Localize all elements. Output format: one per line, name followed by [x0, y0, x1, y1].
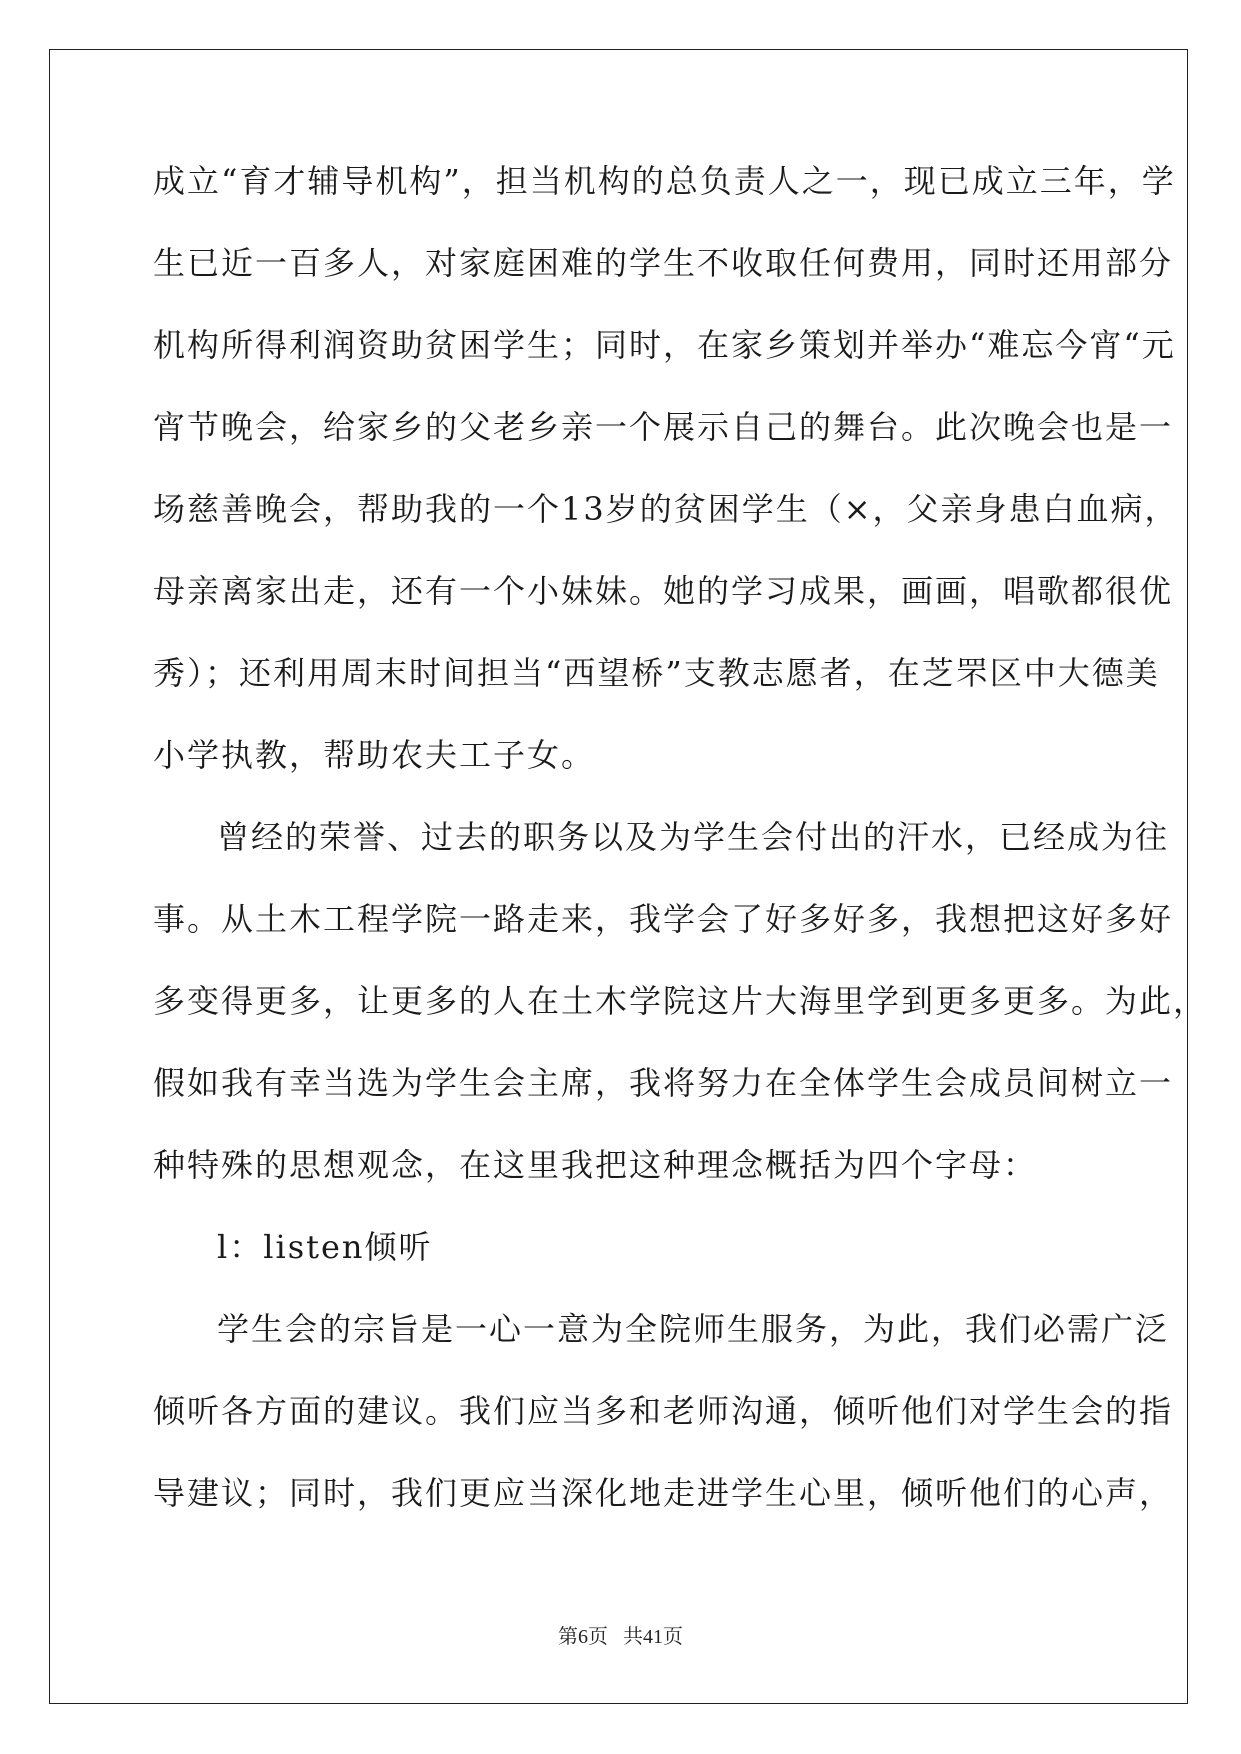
page-footer	[0, 1620, 1241, 1649]
text-line: 假如我有幸当选为学生会主席，我将努力在全体学生会成员间树立一	[153, 1064, 1174, 1102]
text-line: 种特殊的思想观念，在这里我把这种理念概括为四个字母：	[153, 1146, 1038, 1184]
document-body	[153, 160, 1208, 1554]
text-line: 小学执教，帮助农夫工子女。	[153, 736, 596, 774]
text-line: 多变得更多，让更多的人在土木学院这片大海里学到更多更多。为此，	[153, 982, 1208, 1020]
text-line: 秀）；还利用周末时间担当“西望桥”支教志愿者，在芝罘区中大德美	[153, 654, 1160, 692]
paragraph-start-line: 曾经的荣誉、过去的职务以及为学生会付出的汗水，已经成为往	[217, 818, 1170, 856]
text-line: 生已近一百多人，对家庭困难的学生不收取任何费用，同时还用部分	[153, 244, 1174, 282]
text-line: 倾听各方面的建议。我们应当多和老师沟通，倾听他们对学生会的指	[153, 1392, 1174, 1430]
text-line: 宵节晚会，给家乡的父老乡亲一个展示自己的舞台。此次晚会也是一	[153, 408, 1174, 446]
paragraph-start-line: 学生会的宗旨是一心一意为全院师生服务，为此，我们必需广泛	[217, 1310, 1170, 1348]
text-line: 成立“育才辅导机构”，担当机构的总负责人之一，现已成立三年，学	[153, 162, 1176, 200]
text-line: 母亲离家出走，还有一个小妹妹。她的学习成果，画画，唱歌都很优	[153, 572, 1174, 610]
text-line: 导建议；同时，我们更应当深化地走进学生心里，倾听他们的心声，	[153, 1474, 1174, 1512]
page-total: 共41页	[623, 1626, 683, 1648]
section-heading: l：listen倾听	[217, 1228, 433, 1266]
text-line: 机构所得利润资助贫困学生；同时，在家乡策划并举办“难忘今宵“元	[153, 326, 1176, 364]
text-line: 事。从土木工程学院一路走来，我学会了好多好多，我想把这好多好	[153, 900, 1174, 938]
text-line: 场慈善晚会，帮助我的一个13岁的贫困学生（×，父亲身患白血病，	[153, 490, 1179, 528]
page-number: 第6页	[558, 1626, 608, 1648]
